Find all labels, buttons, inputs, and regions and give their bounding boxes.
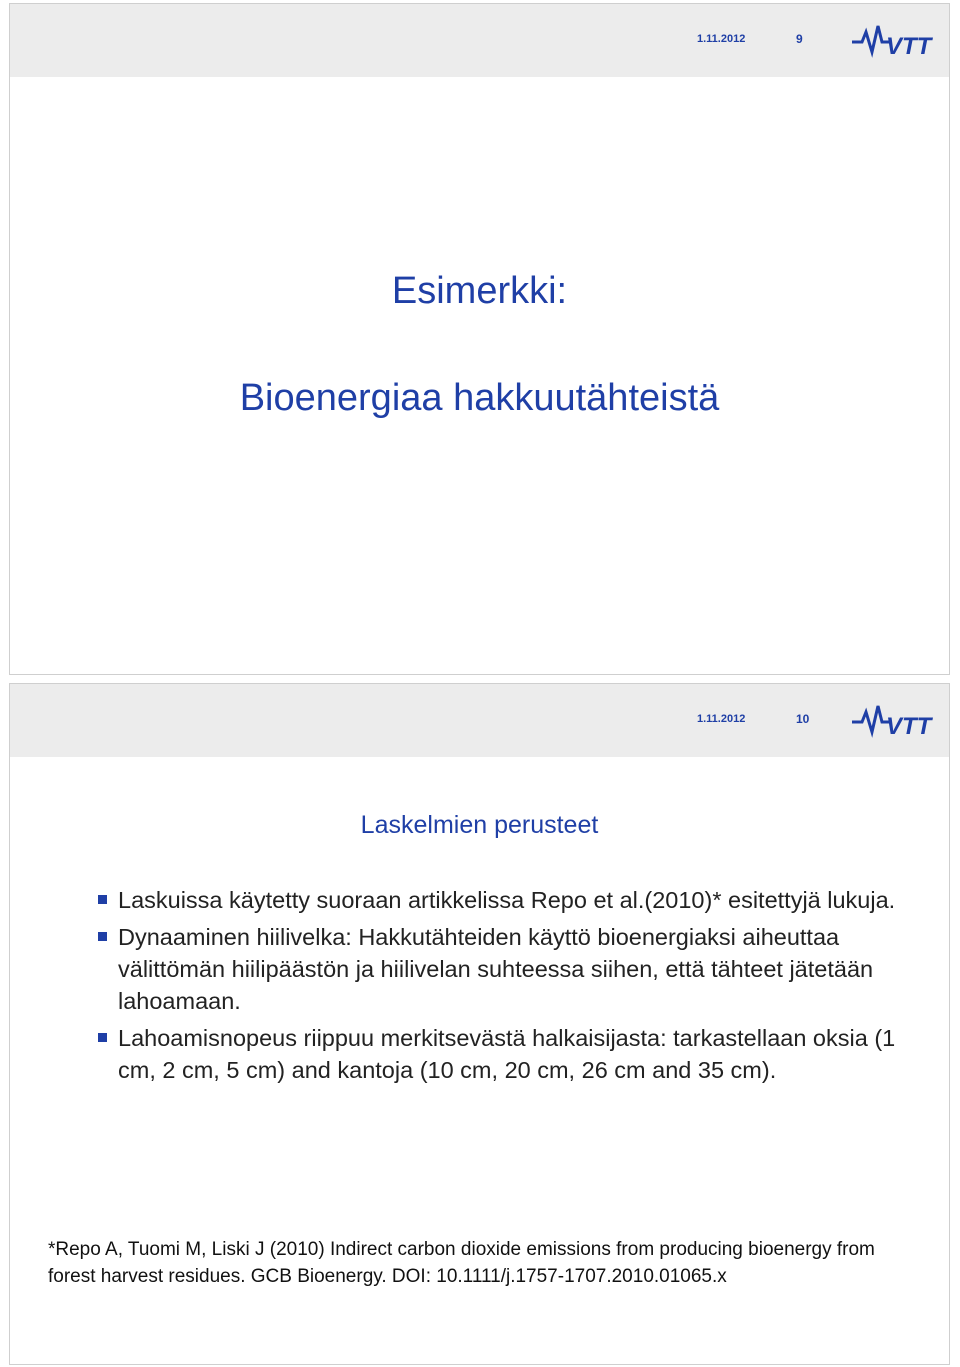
bullet-list [98,884,918,1091]
bullet-square-icon [98,1033,107,1042]
vtt-logo-text: VTT [886,33,932,60]
slide-10 [9,683,950,1365]
slide-9 [9,3,950,675]
slide-date: 1.11.2012 [697,713,746,725]
slide-page-number: 9 [796,32,803,46]
slide-header-bar [10,684,949,757]
slide-page-number: 10 [796,712,810,726]
bullet-square-icon [98,932,107,941]
slide-header-bar [10,4,949,77]
slide-heading: Laskelmien perusteet [360,811,599,839]
slide-date: 1.11.2012 [697,33,746,45]
bullet-item [98,884,918,916]
bullet-text: Lahoamisnopeus riippuu merkitsevästä halkaisijasta: tarkastellaan oksia (1 cm, 2 cm, 5 cm) and kantoja (10 cm, 20 cm, 26 cm and 35 cm). [118,1025,896,1083]
slide-title-line-2: Bioenergiaa hakkuutähteistä [239,377,720,419]
vtt-logo-text: VTT [886,713,932,740]
bullet-text: Laskuissa käytetty suoraan artikkelissa Repo et al.(2010)* esitettyjä lukuja. [118,887,896,913]
bullet-item [98,1022,918,1086]
bullet-item [98,921,918,1017]
vtt-logo-icon [850,20,940,60]
reference-footnote: *Repo A, Tuomi M, Liski J (2010) Indirect carbon dioxide emissions from producing bioenergy from forest harvest residues. GCB Bioenergy. DOI: 10.1111/j.1757-1707.2010.01065.x [48,1239,875,1287]
slide-title-line-1: Esimerkki: [391,270,568,312]
vtt-logo-icon [850,700,940,740]
bullet-text: Dynaaminen hiilivelka: Hakkutähteiden käyttö bioenergiaksi aiheuttaa välittömän hiilipäästön ja hiilivelan suhteessa siihen, että tähteet jätetään lahoamaan. [118,924,874,1014]
bullet-square-icon [98,895,107,904]
